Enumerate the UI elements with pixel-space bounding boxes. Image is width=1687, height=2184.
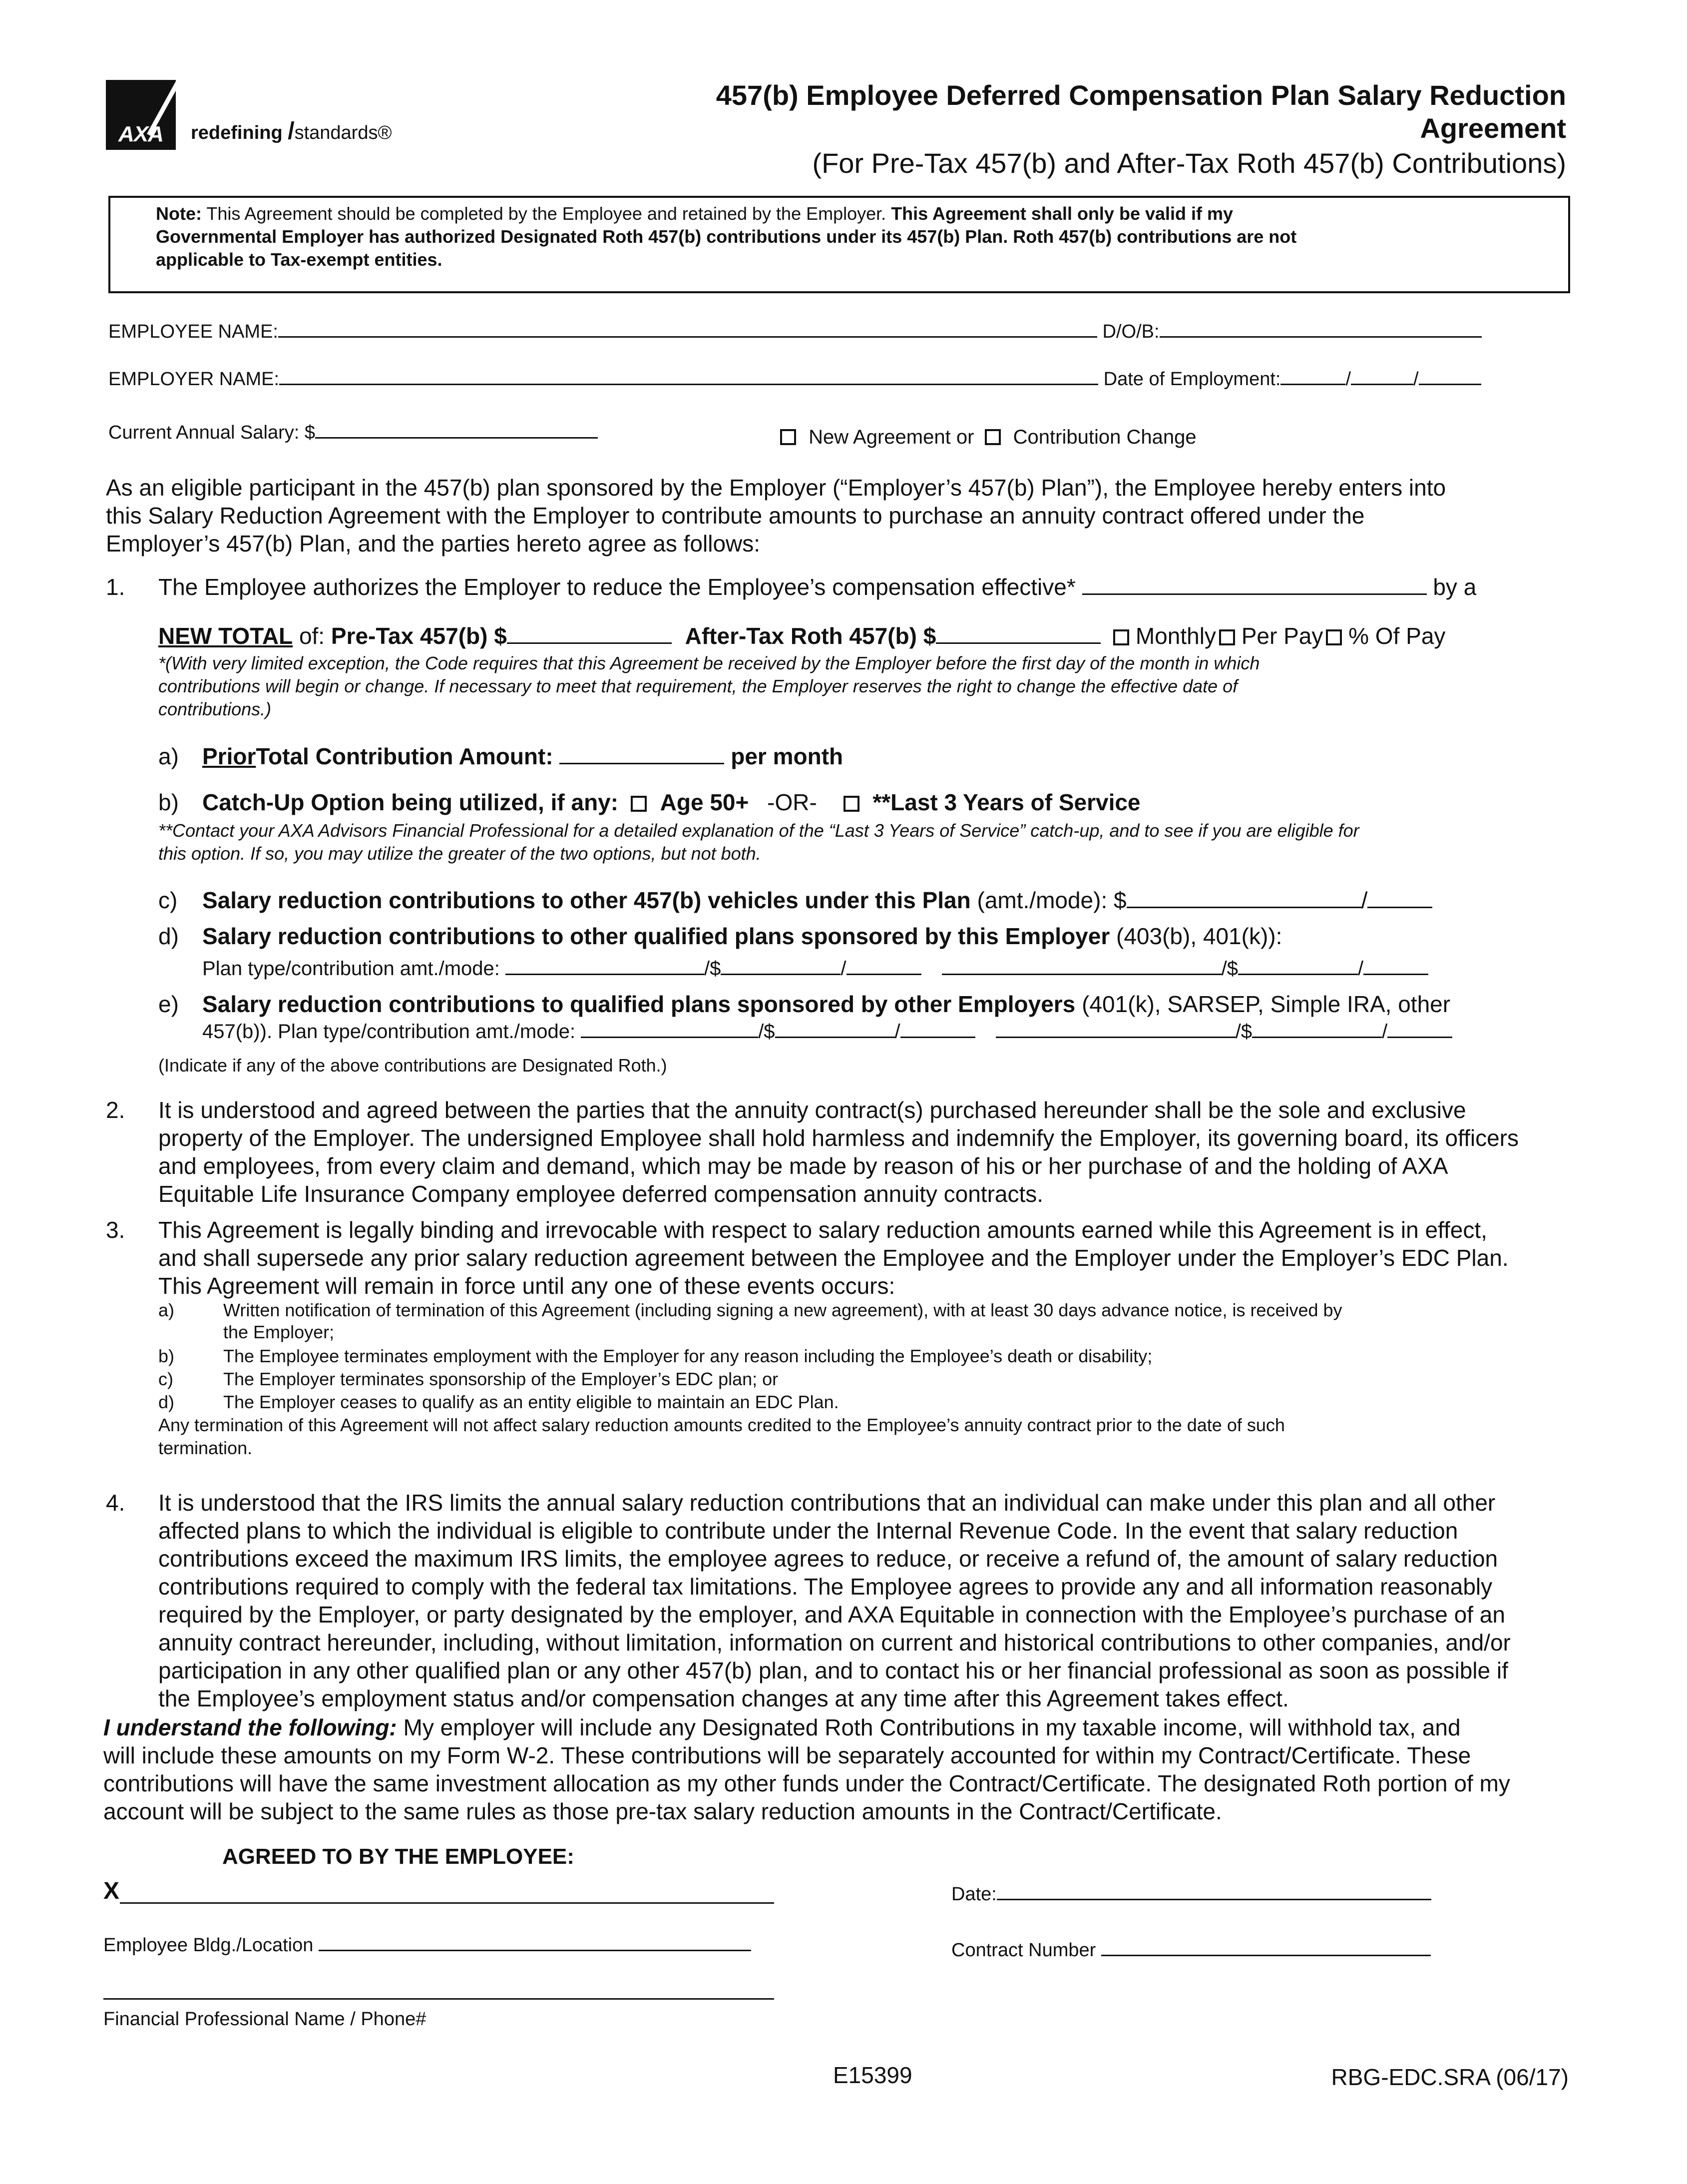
monthly-checkbox[interactable]	[1113, 629, 1129, 645]
item1b-row: Catch-Up Option being utilized, if any: Age 50+ -OR- **Last 3 Years of Service	[202, 789, 1141, 815]
e-mode-2-input[interactable]	[1387, 1037, 1452, 1038]
employer-name-input[interactable]	[279, 384, 1098, 385]
form-title-line2: Agreement	[1420, 112, 1566, 144]
date-of-employment-label: Date of Employment:	[1103, 369, 1281, 390]
new-agreement-checkbox[interactable]	[780, 429, 796, 445]
dob-input[interactable]	[1160, 336, 1482, 338]
item4-text: It is understood that the IRS limits the annual salary reduction contributions that an individual can make under this plan and all other affected plans to which the individual is eligible to contribute under the Internal Revenue Code. In the event that salary reduction contributions exceed the maximum IRS limits, the employee agrees to reduce, or receive a refund of, the amount of salary reduction contributions required to comply with the federal tax limitations. The Employee agrees to provide any and all information reasonably required by the Employer, or party designated by the employer, and AXA Equitable in connection with the Employee’s purchase of an annuity contract hereunder, including, without limitation, information on current and historical contributions to other companies, and/or participation in any other qualified plan or any other 457(b) plan, and to contact his or her financial professional as soon as possible if the Employee’s employment status and/or compensation changes at any time after this Agreement takes effect.	[158, 1490, 1511, 1711]
tagline-rest: standards®	[294, 122, 392, 143]
item1d-row: Salary reduction contributions to other qualified plans sponsored by this Employer (403(b), 401(k)):	[202, 923, 1282, 949]
e-amount-2-input[interactable]	[1252, 1037, 1382, 1038]
item1e-label: e)	[158, 991, 179, 1017]
aftertax-amount-input[interactable]	[936, 642, 1101, 644]
e-mode-1-input[interactable]	[900, 1037, 975, 1038]
dob-label: D/O/B:	[1102, 321, 1160, 342]
employer-name-label: EMPLOYER NAME:	[108, 369, 280, 390]
item1-number: 1.	[106, 574, 125, 600]
designated-roth-note: (Indicate if any of the above contributions are Designated Roth.)	[158, 1055, 667, 1076]
contract-number-input[interactable]	[1101, 1955, 1431, 1956]
note-bold-3: applicable to Tax-exempt entities.	[156, 249, 442, 270]
item1a-row: PriorTotal Contribution Amount: per month	[202, 743, 844, 769]
d-plan-type-1-input[interactable]	[505, 974, 704, 975]
form-subtitle: (For Pre-Tax 457(b) and After-Tax Roth 457(b) Contributions)	[812, 147, 1566, 179]
item1-line1: The Employee authorizes the Employer to reduce the Employee’s compensation effective* by a	[158, 574, 1477, 600]
date-field: Date:	[951, 1882, 1431, 1906]
doe-year-input[interactable]	[1419, 384, 1481, 385]
note-bold-1: This Agreement shall only be valid if my	[891, 203, 1234, 224]
tagline-bold: redefining	[191, 122, 283, 143]
employee-name-input[interactable]	[278, 336, 1097, 338]
footer-form-number: RBG-EDC.SRA (06/17)	[1331, 2064, 1569, 2090]
item3-subitems: a) Written notification of termination of this Agreement (including signing a new agreement), with at least 30 days advance notice, is received by the Employer; b) The Employee terminates employment with the Employer for any reason including the Employee’s death or disability; c) The Employer terminates sponsorship of the Employer’s EDC plan; or d) The Employer ceases to qualify as an entity eligible to maintain an EDC Plan. Any termination of this Agreement will not affect salary reduction amounts credited to the Employee’s annuity contract prior to the date of such termination.	[158, 1300, 1342, 1458]
financial-professional-label: Financial Professional Name / Phone#	[103, 2009, 426, 2030]
signature-line[interactable]	[120, 1902, 774, 1904]
last-3-years-checkbox[interactable]	[844, 796, 859, 812]
prior-total-input[interactable]	[559, 763, 724, 764]
d-plan-type-2-input[interactable]	[942, 974, 1222, 975]
footer-code: E15399	[833, 2062, 912, 2088]
tagline	[191, 120, 392, 144]
doe-month-input[interactable]	[1280, 384, 1345, 385]
item1b-note: **Contact your AXA Advisors Financial Professional for a detailed explanation of the “Last 3 Years of Service” catch-up, and to see if you are eligible for this option. If so, you may utilize the greater of the two options, but not both.	[158, 820, 1359, 864]
item1b-label: b)	[158, 789, 179, 815]
item1e-row: Salary reduction contributions to qualified plans sponsored by other Employers (401(k), SARSEP, Simple IRA, other	[202, 991, 1451, 1017]
item1-line2: NEW TOTAL of: Pre-Tax 457(b) $ After-Tax Roth 457(b) $ Monthly Per Pay % Of Pay	[158, 623, 1446, 649]
note-bold-2: Governmental Employer has authorized Designated Roth 457(b) contributions under its 457(b) Plan. Roth 457(b) contributions are not	[156, 226, 1297, 247]
date-input[interactable]	[997, 1899, 1431, 1900]
current-salary-input[interactable]	[315, 437, 598, 439]
intro-paragraph: As an eligible participant in the 457(b) plan sponsored by the Employer (“Employer’s 457(b) Plan”), the Employee hereby enters into this Salary Reduction Agreement with the Employer to contribute amounts to purchase an annuity contract offered under the Employer’s 457(b) Plan, and the parties hereto agree as follows:	[106, 475, 1446, 556]
item1c-label: c)	[158, 887, 178, 913]
understand-paragraph: I understand the following: My employer will include any Designated Roth Contributions in my taxable income, will withhold tax, and will include these amounts on my Form W-2. These contributions will be separately accounted for within my Contract/Certificate. These contributions will have the same investment allocation as my other funds under the Contract/Certificate. The designated Roth portion of my account will be subject to the same rules as those pre-tax salary reduction amounts in the Contract/Certificate.	[103, 1714, 1510, 1824]
bldg-location-field: Employee Bldg./Location	[103, 1933, 751, 1957]
per-pay-checkbox[interactable]	[1219, 629, 1235, 645]
item3-number: 3.	[106, 1217, 125, 1243]
tagline-slash: /	[288, 118, 295, 144]
age-50-checkbox[interactable]	[631, 796, 647, 812]
item1d-plan-row: Plan type/contribution amt./mode: /$ / /$ /	[202, 956, 1428, 981]
employee-name-label: EMPLOYEE NAME:	[108, 321, 278, 342]
e-plan-type-2-input[interactable]	[996, 1037, 1236, 1038]
item1d-label: d)	[158, 923, 179, 949]
signature-x: X	[103, 1878, 120, 1904]
financial-professional-line[interactable]	[103, 1998, 774, 2000]
doe-day-input[interactable]	[1351, 384, 1413, 385]
employee-name-row	[108, 320, 1482, 344]
current-salary-label: Current Annual Salary: $	[108, 422, 316, 443]
pretax-amount-input[interactable]	[507, 642, 672, 644]
form-title-line1: 457(b) Employee Deferred Compensation Plan Salary Reduction	[716, 79, 1566, 111]
agreed-heading: AGREED TO BY THE EMPLOYEE:	[222, 1844, 574, 1869]
contract-number-field: Contract Number	[951, 1938, 1431, 1962]
agreement-type-row	[780, 425, 1197, 450]
note-label: Note:	[156, 203, 202, 224]
item2-number: 2.	[106, 1097, 125, 1123]
axa-logo-text: AXA	[118, 122, 163, 146]
item4-number: 4.	[106, 1490, 125, 1516]
percent-of-pay-checkbox[interactable]	[1326, 629, 1342, 645]
item1a-label: a)	[158, 743, 179, 769]
contribution-change-checkbox[interactable]	[985, 429, 1001, 445]
d-amount-1-input[interactable]	[721, 974, 841, 975]
note-plain: This Agreement should be completed by the Employee and retained by the Employer.	[206, 203, 886, 224]
other-457b-amount-input[interactable]	[1127, 907, 1361, 908]
axa-logo	[106, 80, 176, 150]
item1e-plan-row: 457(b)). Plan type/contribution amt./mode: /$ / /$ /	[202, 1019, 1452, 1044]
employer-name-row: EMPLOYER NAME: Date of Employment: / /	[108, 367, 1481, 391]
d-mode-1-input[interactable]	[846, 974, 921, 975]
effective-date-input[interactable]	[1082, 593, 1427, 595]
new-total-label: NEW TOTAL	[158, 623, 293, 649]
new-agreement-label: New Agreement or	[809, 426, 974, 448]
bldg-location-input[interactable]	[319, 1950, 751, 1951]
other-457b-mode-input[interactable]	[1367, 907, 1432, 908]
item1c-row: Salary reduction contributions to other 457(b) vehicles under this Plan (amt./mode): $ /	[202, 886, 1432, 914]
contribution-change-label: Contribution Change	[1013, 426, 1197, 448]
e-amount-1-input[interactable]	[775, 1037, 895, 1038]
salary-row	[108, 421, 598, 445]
item2-text: It is understood and agreed between the parties that the annuity contract(s) purchased hereunder shall be the sole and exclusive property of the Employer. The undersigned Employee shall hold harmless and indemnify the Employer, its governing board, its officers and employees, from every claim and demand, which may be made by reason of his or her purchase of and the holding of AXA Equitable Life Insurance Company employee deferred compensation annuity contracts.	[158, 1097, 1519, 1207]
note-text	[156, 202, 1296, 271]
item1-footnote: *(With very limited exception, the Code requires that this Agreement be received by the Employer before the first day of the month in which contributions will begin or change. If necessary to meet that requirement, the Employer reserves the right to change the effective date of contributions.)	[158, 653, 1260, 719]
d-amount-2-input[interactable]	[1238, 974, 1358, 975]
item3-text: This Agreement is legally binding and irrevocable with respect to salary reduction amounts earned while this Agreement is in effect, and shall supersede any prior salary reduction agreement between the Employee and the Employer under the Employer’s EDC Plan. This Agreement will remain in force until any one of these events occurs:	[158, 1217, 1509, 1299]
d-mode-2-input[interactable]	[1363, 974, 1428, 975]
e-plan-type-1-input[interactable]	[581, 1037, 758, 1038]
